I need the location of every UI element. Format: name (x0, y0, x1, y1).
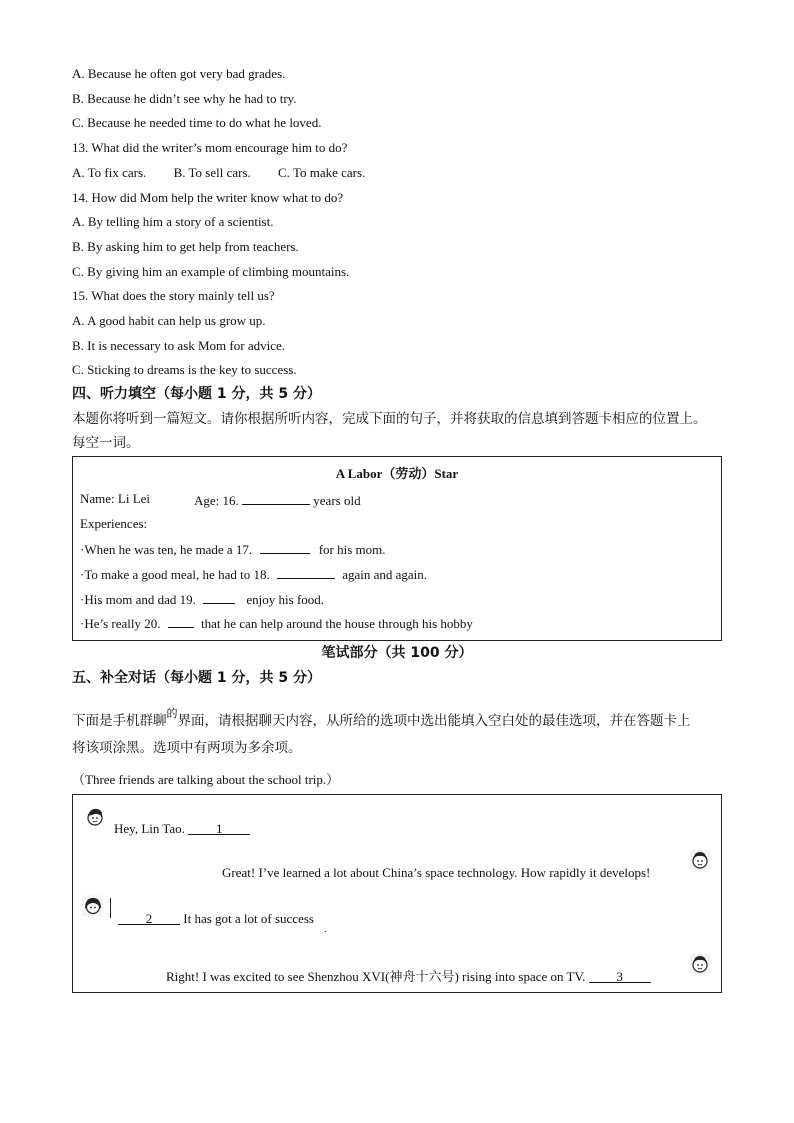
box-line-18 (80, 565, 427, 583)
answer-blank-16[interactable] (242, 491, 310, 505)
chat-message-1 (114, 821, 250, 837)
stray-dot: . (324, 924, 327, 935)
line20-post: that he can help around the house through his hobby (201, 616, 473, 631)
section5-heading: 五、补全对话（每小题 1 分，共 5 分） (72, 670, 321, 686)
boy-avatar-icon (689, 849, 711, 871)
answer-blank-2[interactable]: 2 (118, 911, 180, 925)
q13-options (72, 165, 365, 181)
line17-post: for his mom. (318, 542, 386, 557)
section4-instruction-line1: 本题你将听到一篇短文。请你根据所听内容，完成下面的句子，并将获取的信息填到答题卡相应的位置上。 (72, 411, 707, 427)
instr-part-b: 界面，请根据聊天内容，从所给的选项中选出能填入空白处的最佳选项，并在答题卡上 (177, 713, 691, 729)
section4-heading: 四、听力填空（每小题 1 分，共 5 分） (72, 386, 321, 402)
answer-blank-20[interactable] (168, 614, 194, 628)
q14-option-b: B. By asking him to get help from teachers. (72, 239, 299, 254)
box-age-line (194, 491, 361, 509)
chat-message-2: Great! I’ve learned a lot about China’s space technology. How rapidly it develops! (222, 865, 651, 880)
instr-superscript: 的 (166, 707, 178, 720)
q12-option-b: B. Because he didn’t see why he had to try. (72, 91, 297, 106)
q13-option-c: C. To make cars. (278, 165, 366, 180)
q14-question: 14. How did Mom help the writer know what to do? (72, 190, 344, 205)
box-title: A Labor（劳动）Star (335, 466, 459, 481)
line20-pre: ·He’s really 20. (80, 616, 161, 631)
written-part-heading: 笔试部分（共 100 分） (321, 645, 473, 661)
box-name: Name: Li Lei (80, 491, 151, 506)
section4-instruction-line2: 每空一词。 (72, 435, 140, 451)
line17-pre: ·When he was ten, he made a 17. (80, 542, 253, 557)
answer-blank-19[interactable] (203, 590, 235, 604)
age-suffix: years old (313, 493, 361, 508)
q13-question: 13. What did the writer’s mom encourage him to do? (72, 140, 348, 155)
girl-avatar-icon (84, 806, 106, 828)
q12-option-a: A. Because he often got very bad grades. (72, 66, 286, 81)
chat-divider (110, 898, 111, 918)
dialogue-context: （Three friends are talking about the school trip.） (72, 772, 340, 787)
chat-message-3 (118, 911, 314, 927)
q13-option-a: A. To fix cars. (72, 165, 147, 180)
girl-avatar-2-icon (82, 895, 104, 917)
section5-instruction-line1 (72, 706, 691, 729)
box-line-20 (80, 614, 473, 632)
q15-option-a: A. A good habit can help us grow up. (72, 313, 266, 328)
chat-message-4-text: Right! I was excited to see Shenzhou XVI(神舟十六号) rising into space on TV. (166, 969, 586, 984)
line19-pre: ·His mom and dad 19. (80, 592, 196, 607)
q15-option-b: B. It is necessary to ask Mom for advice. (72, 338, 286, 353)
instr-part-a: 下面是手机群聊 (72, 713, 167, 729)
chat-message-4 (166, 969, 651, 985)
chat-message-1-text: Hey, Lin Tao. (114, 821, 185, 836)
answer-blank-17[interactable] (260, 540, 310, 554)
q13-option-b: B. To sell cars. (173, 165, 251, 180)
line18-post: again and again. (342, 567, 428, 582)
answer-blank-3[interactable]: 3 (589, 969, 651, 983)
line19-post: enjoy his food. (246, 592, 325, 607)
box-line-17 (80, 540, 386, 558)
q15-option-c: C. Sticking to dreams is the key to success. (72, 362, 297, 377)
answer-blank-1[interactable]: 1 (188, 821, 250, 835)
q14-option-a: A. By telling him a story of a scientist. (72, 214, 274, 229)
q14-option-c: C. By giving him an example of climbing mountains. (72, 264, 350, 279)
boy-avatar-2-icon (689, 953, 711, 975)
answer-blank-18[interactable] (277, 565, 335, 579)
section5-instruction-line2: 将该项涂黑。选项中有两项为多余项。 (72, 740, 302, 756)
q15-question: 15. What does the story mainly tell us? (72, 288, 275, 303)
q12-option-c: C. Because he needed time to do what he loved. (72, 115, 322, 130)
box-line-19 (80, 590, 324, 608)
line18-pre: ·To make a good meal, he had to 18. (80, 567, 270, 582)
box-experiences: Experiences: (80, 516, 148, 531)
chat-message-3-text: It has got a lot of success (183, 911, 314, 926)
age-prefix: Age: 16. (194, 493, 239, 508)
